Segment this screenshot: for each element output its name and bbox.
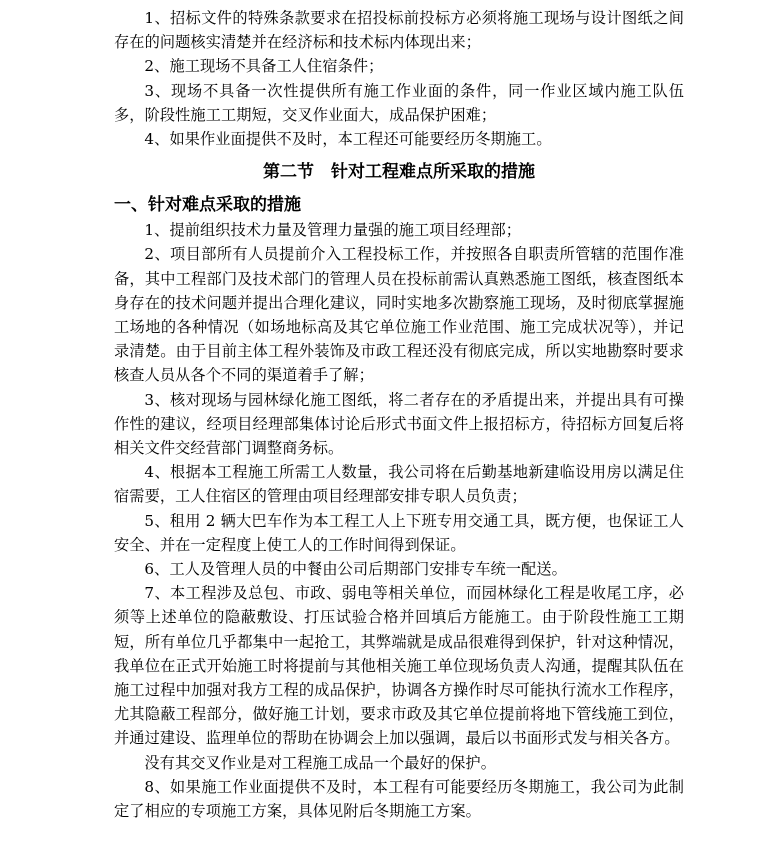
document-body [114,6,684,823]
measure-item-6: 6、工人及管理人员的中餐由公司后期部门安排专车统一配送。 [144,560,567,579]
measure-item-2: 2、项目部所有人员提前介入工程投标工作，并按照各自职责所管辖的范围作准备，其中工程部门及技术部门的管理人员在投标前需认真熟悉施工图纸，核查图纸本身存在的技术问题并提出合理化建议，同时实地多次勘察施工现场，及时彻底掌握施工场地的各种情况（如场地标高及其它单位施工作业范围、施工完成状况等），并记录清楚。由于目前主体工程外装饰及市政工程还没有彻底完成，所以实地勘察时要求核查人员从各个不同的渠道着手了解； [114,245,684,385]
measure-item-5: 5、租用 2 辆大巴车作为本工程工人上下班专用交通工具，既方便，也保证工人安全、并在一定程度上使工人的工作时间得到保证。 [114,511,684,554]
intro-item-3: 3、现场不具备一次性提供所有施工作业面的条件，同一作业区域内施工队伍多，阶段性施工工期短，交叉作业面大，成品保护困难； [114,81,684,124]
intro-item-4: 4、如果作业面提供不及时，本工程还可能要经历冬期施工。 [144,130,552,149]
subsection-title: 一、针对难点采取的措施 [114,195,301,216]
intro-item-2: 2、施工现场不具备工人住宿条件； [144,57,384,76]
section-title: 第二节 针对工程难点所采取的措施 [263,162,535,183]
measure-item-8: 8、如果施工作业面提供不及时，本工程有可能要经历冬期施工，我公司为此制定了相应的专项施工方案，具体见附后冬期施工方案。 [114,777,684,821]
measure-item-4: 4、根据本工程施工所需工人数量，我公司将在后勤基地新建临设用房以满足住宿需要，工人住宿区的管理由项目经理部安排专职人员负责； [114,463,684,506]
measure-item-1: 1、提前组织技术力量及管理力量强的施工项目经理部； [144,221,522,240]
measure-note: 没有其交叉作业是对工程施工成品一个最好的保护。 [144,753,497,772]
intro-item-1: 1、招标文件的特殊条款要求在招投标前投标方必须将施工现场与设计图纸之间存在的问题核实清楚并在经济标和技术标内体现出来； [114,9,684,52]
measure-item-3: 3、核对现场与园林绿化施工图纸，将二者存在的矛盾提出来，并提出具有可操作性的建议，经项目经理部集体讨论后形式书面文件上报招标方，待招标方回复后将相关文件交经营部门调整商务标。 [114,390,684,458]
measure-item-7: 7、本工程涉及总包、市政、弱电等相关单位，而园林绿化工程是收尾工序，必须等上述单位的隐蔽敷设、打压试验合格并回填后方能施工。由于阶段性施工工期短，所有单位几乎都集中一起抢工，其弊端就是成品很难得到保护，针对这种情况，我单位在正式开始施工时将提前与其他相关施工单位现场负责人沟通，提醒其队伍在施工过程中加强对我方工程的成品保护，协调各方操作时尽可能执行流水工作程序，尤其隐蔽工程部分，做好施工计划，要求市政及其它单位提前将地下管线施工到位，并通过建设、监理单位的帮助在协调会上加以强调，最后以书面形式发与相关各方。 [114,584,684,748]
